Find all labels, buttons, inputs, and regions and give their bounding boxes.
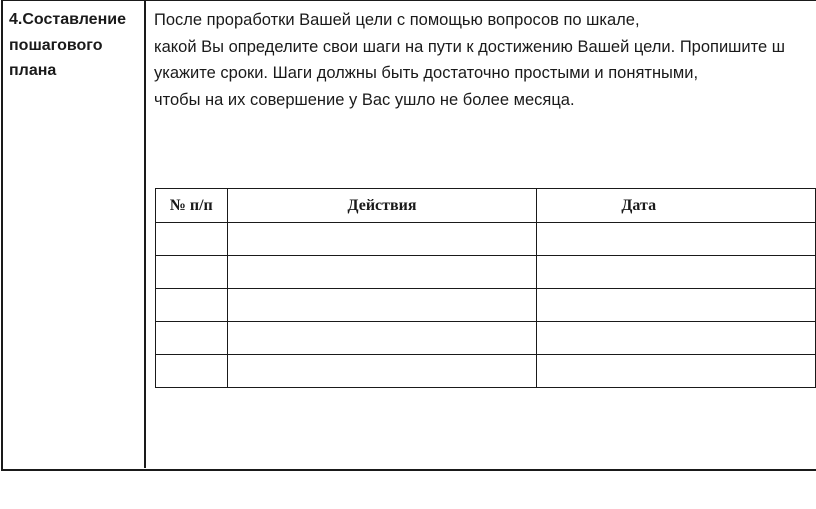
instruction-line: чтобы на их совершение у Вас ушло не более месяца.: [154, 90, 575, 109]
cell-date[interactable]: [537, 322, 816, 355]
instructions-text: [154, 7, 816, 113]
header-actions: Действия: [227, 189, 537, 223]
section-label-line: плана: [9, 62, 57, 79]
cell-date[interactable]: [537, 256, 816, 289]
cell-date[interactable]: [537, 289, 816, 322]
table-row: [156, 223, 816, 256]
cell-number[interactable]: [156, 289, 228, 322]
cell-number[interactable]: [156, 256, 228, 289]
instruction-line: укажите сроки. Шаги должны быть достаточно простыми и понятными,: [154, 64, 699, 82]
cell-date[interactable]: [537, 355, 816, 388]
column-divider: [144, 0, 146, 468]
section-label: [9, 7, 143, 84]
instruction-line: После проработки Вашей цели с помощью вопросов по шкале,: [154, 11, 640, 29]
table-row: [156, 322, 816, 355]
cell-number[interactable]: [156, 322, 228, 355]
section-label-line: пошагового: [9, 36, 103, 54]
instruction-line: какой Вы определите свои шаги на пути к достижению Вашей цели. Пропишите ш: [154, 37, 786, 56]
cell-action[interactable]: [227, 223, 537, 256]
cell-action[interactable]: [227, 256, 537, 289]
cell-date[interactable]: [537, 223, 816, 256]
cell-action[interactable]: [227, 322, 537, 355]
section-label-line: 4.Составление: [9, 11, 126, 28]
header-number: № п/п: [156, 189, 228, 223]
plan-table: [155, 188, 816, 388]
plan-table-header-row: [156, 189, 816, 223]
table-row: [156, 289, 816, 322]
cell-action[interactable]: [227, 289, 537, 322]
cell-number[interactable]: [156, 223, 228, 256]
header-date: Дата: [537, 189, 816, 223]
table-row: [156, 355, 816, 388]
table-row: [156, 256, 816, 289]
cell-action[interactable]: [227, 355, 537, 388]
cell-number[interactable]: [156, 355, 228, 388]
